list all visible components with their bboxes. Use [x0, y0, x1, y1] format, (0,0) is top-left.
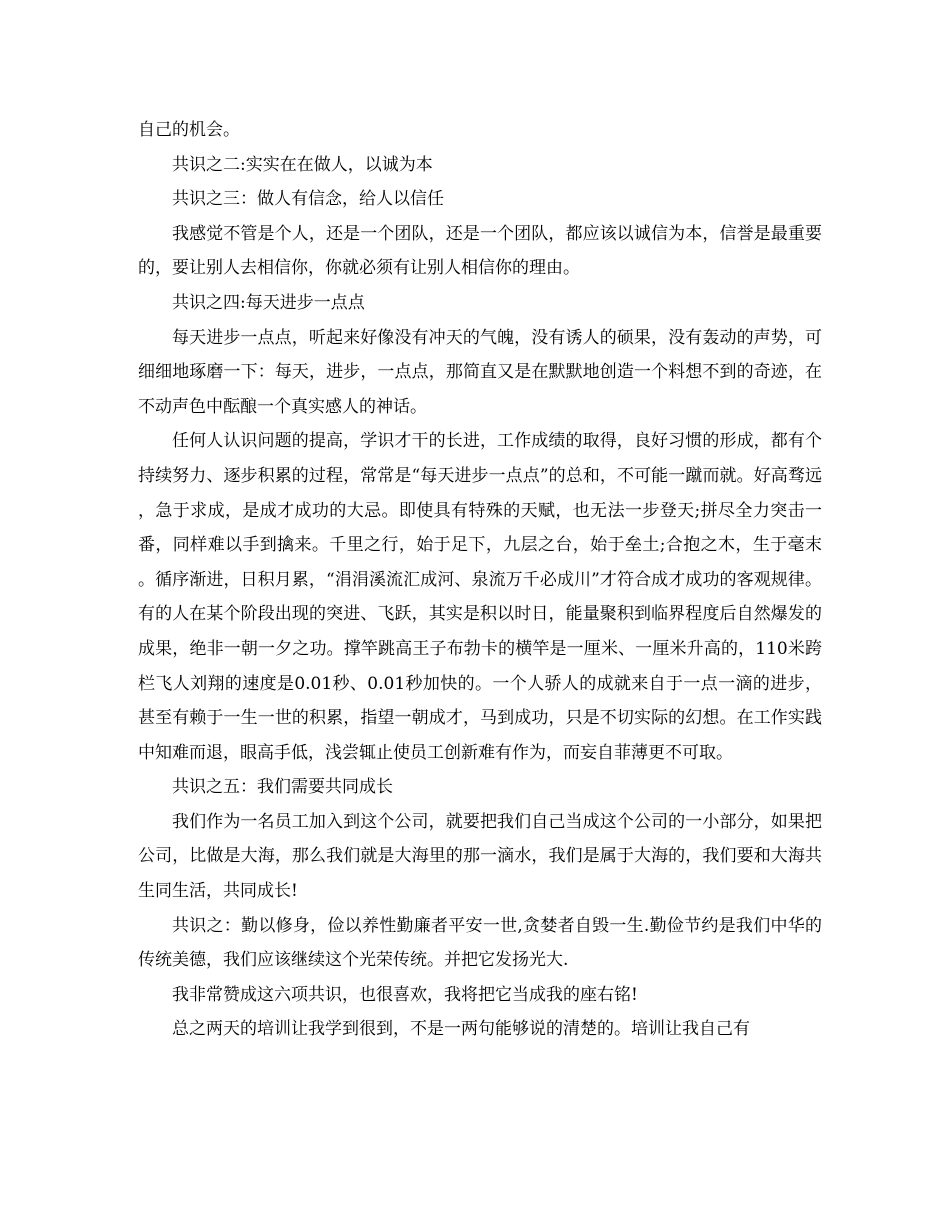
paragraph-frugality: 共识之：勤以修身，俭以养性勤廉者平安一世,贪婪者自毁一生.勤俭节约是我们中华的传统美德，我们应该继续这个光荣传统。并把它发扬光大.: [138, 915, 822, 971]
paragraph-consensus-5: 共识之五：我们需要共同成长: [172, 777, 393, 798]
paragraph-summary: 总之两天的培训让我学到很到，不是一两句能够说的清楚的。培训让我自己有: [172, 1019, 750, 1040]
paragraph-daily-progress: 每天进步一点点，听起来好像没有冲天的气魄，没有诱人的硕果，没有轰动的声势，可细细地琢磨一下：每天，进步，一点点，那简直又是在默默地创造一个料想不到的奇迹，在不动声色中酝酿一个真实感人的神话。: [138, 327, 822, 417]
paragraph-consensus-3: 共识之三：做人有信念，给人以信任: [172, 189, 444, 210]
paragraph-consensus-2: 共识之二:实实在在做人，以诚为本: [172, 154, 433, 175]
paragraph-consensus-4: 共识之四:每天进步一点点: [172, 292, 365, 313]
paragraph-motto: 我非常赞成这六项共识，也很喜欢，我将把它当成我的座右铭!: [172, 984, 638, 1005]
document-page: [138, 113, 822, 1047]
paragraph-long-body: 任何人认识问题的提高，学识才干的长进，工作成绩的取得，良好习惯的形成，都有个持续努力、逐步积累的过程，常常是“每天进步一点点”的总和，不可能一蹴而就。好高骛远，急于求成，是成才成功的大忌。即使具有特殊的天赋，也无法一步登天;拼尽全力突击一番，同样难以手到擒来。千里之行，始于足下，九层之台，始于垒土;合抱之木，生于毫末。循序渐进，日积月累，“涓涓溪流汇成河、泉流万千必成川”才符合成才成功的客观规律。有的人在某个阶段出现的突进、飞跃，其实是积以时日，能量聚积到临界程度后自然爆发的成果，绝非一朝一夕之功。撑竿跳高王子布勃卡的横竿是一厘米、一厘米升高的，110米跨栏飞人刘翔的速度是0.01秒、0.01秒加快的。一个人骄人的成就来自于一点一滴的进步，甚至有赖于一生一世的积累，指望一朝成才，马到成功，只是不切实际的幻想。在工作实践中知难而退，眼高手低，浅尝辄止使员工创新难有作为，而妄自菲薄更不可取。: [138, 431, 822, 763]
paragraph-grow-together: 我们作为一名员工加入到这个公司，就要把我们自己当成这个公司的一小部分，如果把公司，比做是大海，那么我们就是大海里的那一滴水，我们是属于大海的，我们要和大海共生同生活，共同成长!: [138, 811, 822, 902]
paragraph-integrity: 我感觉不管是个人，还是一个团队，还是一个团队，都应该以诚信为本，信誉是最重要的，要让别人去相信你，你就必须有让别人相信你的理由。: [138, 223, 822, 279]
paragraph-continuation: 自己的机会。: [138, 120, 240, 140]
